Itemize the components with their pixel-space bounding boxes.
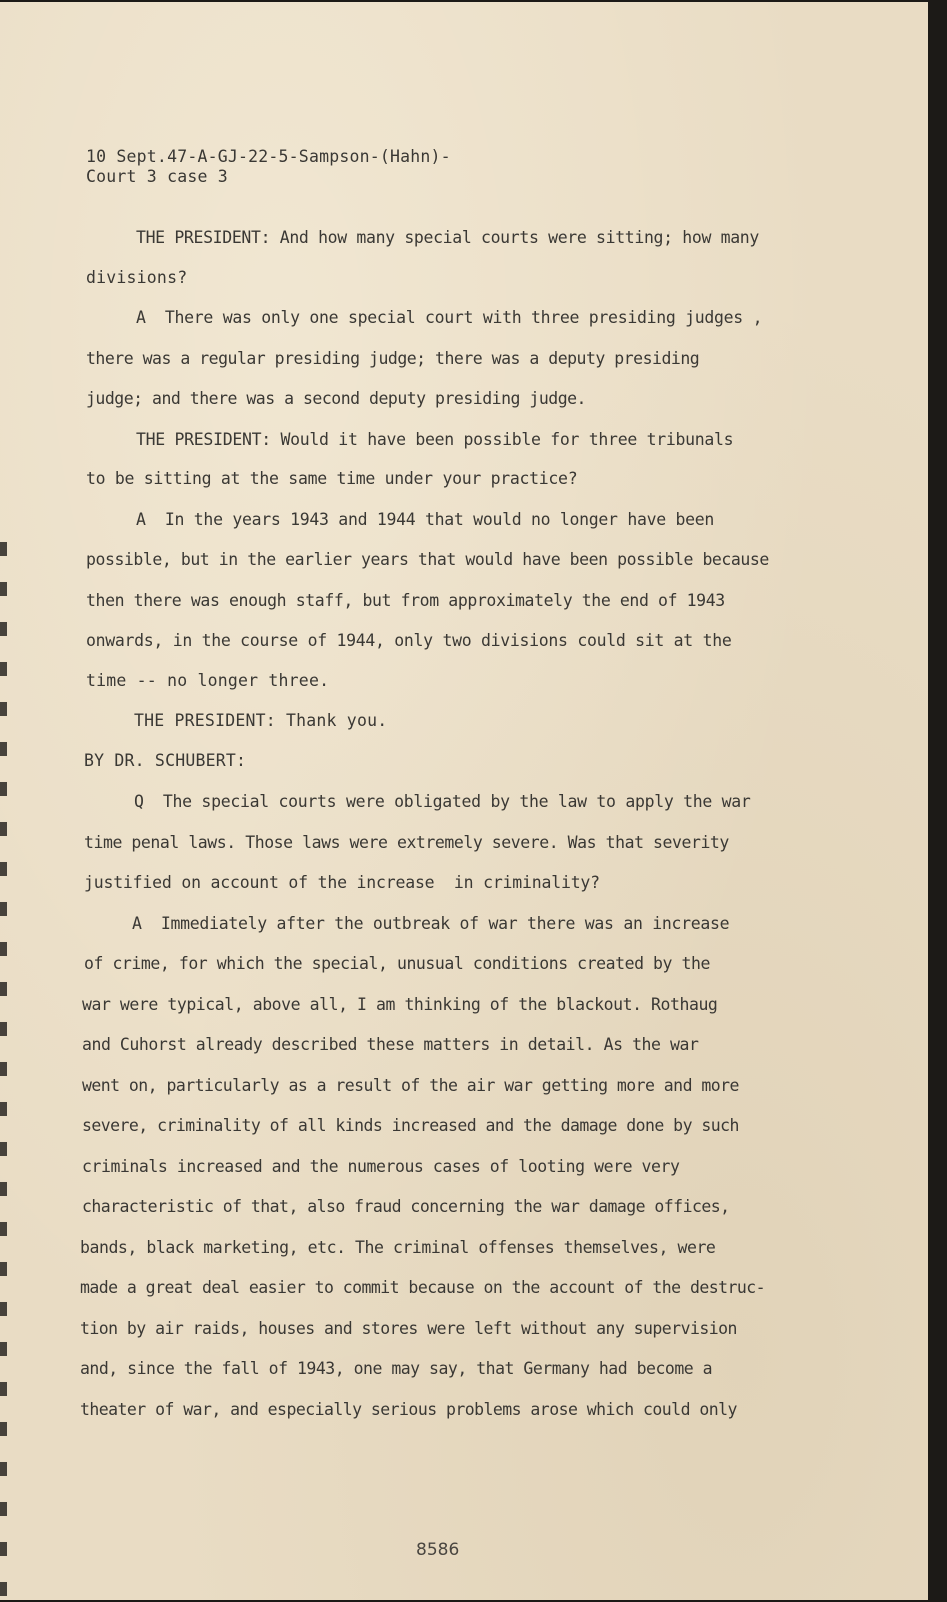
text-line: judge; and there was a second deputy presiding judge. — [86, 389, 586, 408]
text-line: criminals increased and the numerous cases of looting were very — [82, 1157, 680, 1176]
text-line: A There was only one special court with three presiding judges , — [136, 308, 763, 327]
header-line-1: 10 Sept.47-A-GJ-22-5-Sampson-(Hahn)- — [86, 147, 451, 166]
text-line: time -- no longer three. — [86, 671, 330, 690]
text-line: made a great deal easier to commit because on the account of the destruc- — [80, 1278, 766, 1297]
text-line: and Cuhorst already described these matters in detail. As the war — [82, 1035, 699, 1054]
text-line: theater of war, and especially serious problems arose which could only — [80, 1400, 737, 1419]
text-line: THE PRESIDENT: Thank you. — [134, 711, 388, 730]
text-line: divisions? — [86, 268, 188, 287]
text-line: of crime, for which the special, unusual conditions created by the — [84, 954, 710, 973]
text-line: went on, particularly as a result of the air war getting more and more — [82, 1076, 739, 1095]
header-line-2: Court 3 case 3 — [86, 167, 228, 186]
text-line: war were typical, above all, I am thinking of the blackout. Rothaug — [82, 995, 718, 1014]
text-line: THE PRESIDENT: And how many special courts were sitting; how many — [136, 228, 759, 247]
text-line: A In the years 1943 and 1944 that would no longer have been — [136, 510, 715, 529]
page-number: 8586 — [416, 1540, 460, 1560]
text-line: Q The special courts were obligated by the law to apply the war — [134, 792, 751, 811]
text-line: severe, criminality of all kinds increased and the damage done by such — [82, 1116, 739, 1135]
text-line: to be sitting at the same time under your practice? — [86, 469, 578, 488]
text-line: onwards, in the course of 1944, only two divisions could sit at the — [86, 631, 732, 650]
binding-edge — [0, 542, 7, 1602]
text-line: bands, black marketing, etc. The criminal offenses themselves, were — [80, 1238, 716, 1257]
text-line: tion by air raids, houses and stores were left without any supervision — [80, 1319, 737, 1338]
text-line: BY DR. SCHUBERT: — [84, 751, 247, 770]
text-line: THE PRESIDENT: Would it have been possible for three tribunals — [136, 430, 734, 449]
text-line: possible, but in the earlier years that would have been possible because — [86, 550, 769, 569]
text-line: and, since the fall of 1943, one may say, that Germany had become a — [80, 1359, 713, 1378]
text-line: justified on account of the increase in criminality? — [84, 873, 600, 892]
document-page — [0, 2, 928, 1600]
text-line: there was a regular presiding judge; there was a deputy presiding — [86, 349, 700, 368]
text-line: time penal laws. Those laws were extremely severe. Was that severity — [84, 833, 729, 852]
text-line: A Immediately after the outbreak of war there was an increase — [132, 914, 730, 933]
text-line: then there was enough staff, but from approximately the end of 1943 — [86, 591, 725, 610]
text-line: characteristic of that, also fraud concerning the war damage offices, — [82, 1197, 730, 1216]
